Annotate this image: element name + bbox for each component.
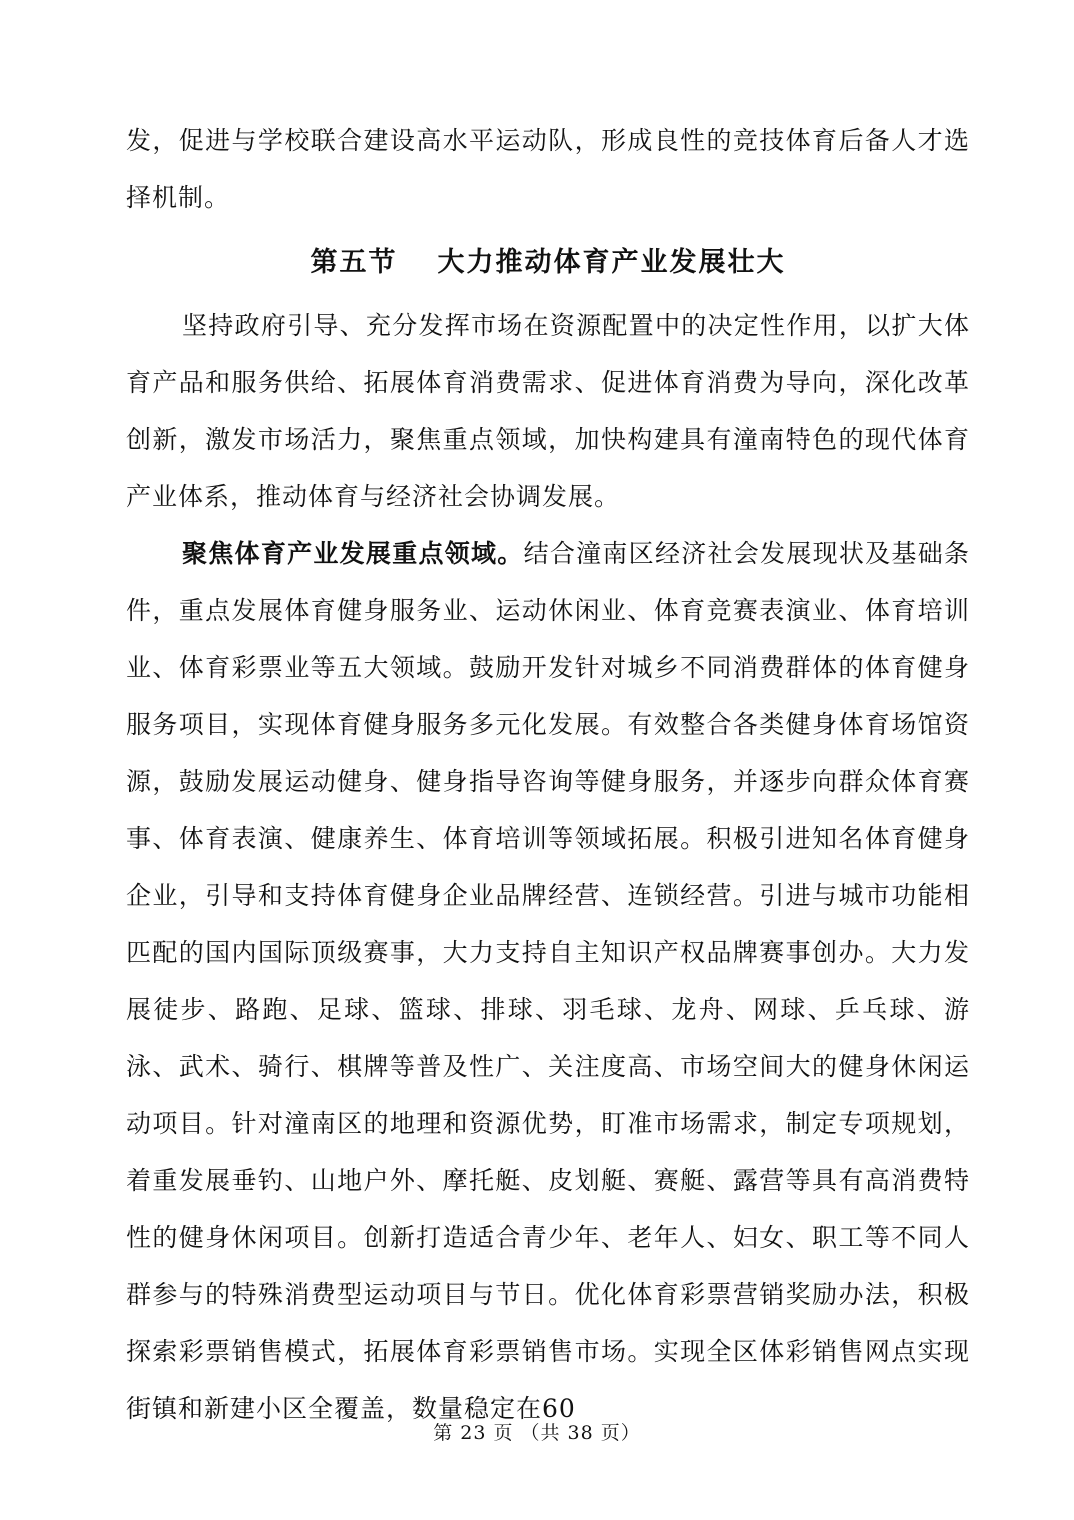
continuation-paragraph: 发，促进与学校联合建设高水平运动队，形成良性的竞技体育后备人才选择机制。	[126, 126, 970, 212]
page-number-footer: 第 23 页 （共 38 页）	[433, 1422, 641, 1444]
section-number: 第五节	[310, 247, 398, 278]
section-title: 大力推动体育产业发展壮大	[437, 247, 786, 278]
document-page	[126, 112, 970, 1437]
body-paragraph-1: 坚持政府引导、充分发挥市场在资源配置中的决定性作用，以扩大体育产品和服务供给、拓展体育消费需求、促进体育消费为导向，深化改革创新，激发市场活力，聚焦重点领域，加快构建具有潼南特色的现代体育产业体系，推动体育与经济社会协调发展。	[126, 311, 970, 511]
section-heading	[126, 234, 970, 291]
paragraph-body: 结合潼南区经济社会发展现状及基础条件，重点发展体育健身服务业、运动休闲业、体育竞赛表演业、体育培训业、体育彩票业等五大领域。鼓励开发针对城乡不同消费群体的体育健身服务项目，实现体育健身服务多元化发展。有效整合各类健身体育场馆资源，鼓励发展运动健身、健身指导咨询等健身服务，并逐步向群众体育赛事、体育表演、健康养生、体育培训等领域拓展。积极引进知名体育健身企业，引导和支持体育健身企业品牌经营、连锁经营。引进与城市功能相匹配的国内国际顶级赛事，大力支持自主知识产权品牌赛事创办。大力发展徒步、路跑、足球、篮球、排球、羽毛球、龙舟、网球、乒乓球、游泳、武术、骑行、棋牌等普及性广、关注度高、市场空间大的健身休闲运动项目。针对潼南区的地理和资源优势，盯准市场需求，制定专项规划，着重发展垂钓、山地户外、摩托艇、皮划艇、赛艇、露营等具有高消费特性的健身休闲项目。创新打造适合青少年、老年人、妇女、职工等不同人群参与的特殊消费型运动项目与节日。优化体育彩票营销奖励办法，积极探索彩票销售模式，拓展体育彩票销售市场。实现全区体彩销售网点实现街镇和新建小区全覆盖，数量稳定在60	[126, 539, 970, 1423]
paragraph-lead: 聚焦体育产业发展重点领域。	[182, 539, 524, 568]
body-paragraph-2	[126, 525, 970, 1437]
